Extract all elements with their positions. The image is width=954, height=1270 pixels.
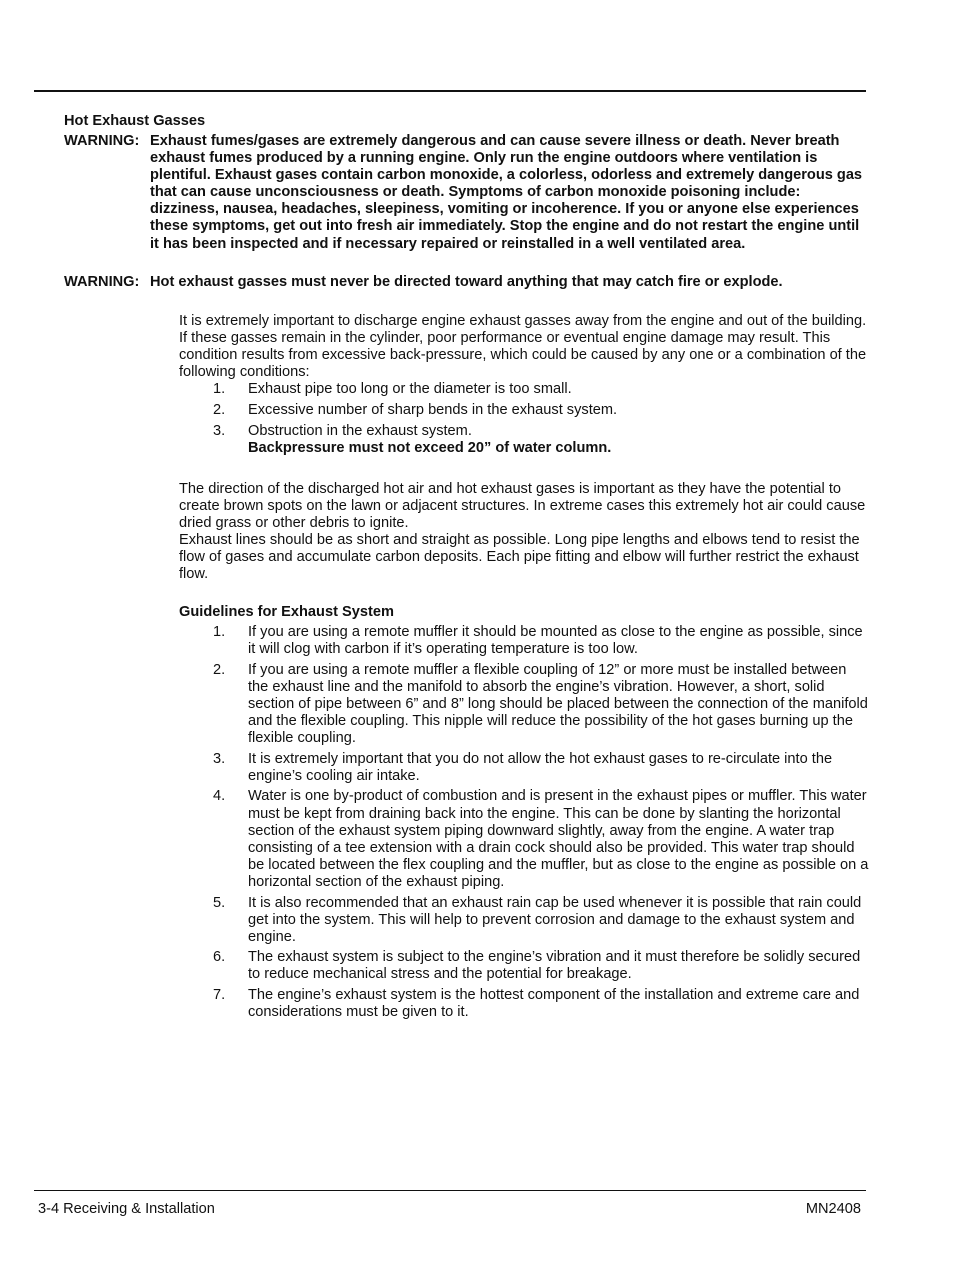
list-text: It is also recommended that an exhaust rain cap be used whenever it is possible that rain could get into the system. This will help to prevent corrosion and damage to the exhaust system and engine. (248, 894, 862, 945)
section-heading: Hot Exhaust Gasses (64, 113, 206, 129)
guidelines-section (179, 604, 869, 1025)
list-text: It is extremely important that you do not allow the hot exhaust gases to re-circulate into the engine’s cooling air intake. (248, 750, 833, 784)
list-item (179, 987, 869, 1021)
list-item (179, 624, 869, 658)
warning-label: WARNING: (64, 133, 140, 149)
list-item (179, 751, 869, 785)
list-text-group (248, 423, 869, 457)
list-text: Obstruction in the exhaust system. (248, 422, 472, 439)
list-text: Excessive number of sharp bends in the exhaust system. (248, 401, 618, 418)
list-item (179, 662, 869, 747)
conditions-list (179, 381, 869, 456)
warning-text: Exhaust fumes/gases are extremely dangerous and can cause severe illness or death. Never breath exhaust fumes produced by a running engine. Only run the engine outdoors where ventilation is plentiful. Exhaust gases contain carbon monoxide, a colorless, odorless and extremely dangerous gas that can cause unconsciousness or death. Symptoms of carbon monoxide poisoning include: dizziness, nausea, headaches, sleepiness, vomiting or incoherence. If you or anyone else experiences these symptoms, get out into fresh air immediately. Stop the engine and do not restart the engine until it has been inspected and if necessary repaired or reinstalled in a well ventilated area. (150, 133, 863, 252)
list-text: Water is one by-product of combustion and is present in the exhaust pipes or muffler. This water must be kept from draining back into the engine. This can be done by slanting the horizontal section of the exhaust system piping downward slightly, away from the engine. A water trap consisting of a tee extension with a drain cock should also be provided. This water trap should be located between the flex coupling and the muffler, but as close to the engine as possible on a horizontal section of the exhaust piping. (248, 788, 869, 890)
guidelines-list (179, 624, 869, 1021)
list-item (179, 381, 869, 398)
list-text: The exhaust system is subject to the engine’s vibration and it must therefore be solidly secured to reduce mechanical stress and the potential for breakage. (248, 949, 861, 983)
list-number: 5. (213, 894, 226, 911)
guidelines-title: Guidelines for Exhaust System (179, 604, 394, 620)
list-number: 3. (213, 750, 226, 767)
list-number: 4. (213, 788, 226, 805)
list-number: 2. (213, 661, 226, 678)
list-item (179, 402, 869, 419)
list-item (179, 949, 869, 983)
warning-text: Hot exhaust gasses must never be directed toward anything that may catch fire or explode. (150, 274, 783, 290)
list-number: 3. (213, 422, 226, 439)
direction-section (179, 481, 869, 584)
footer-section-label: 3-4 Receiving & Installation (38, 1201, 215, 1217)
list-text: The engine’s exhaust system is the hottest component of the installation and extreme care and considerations must be given to it. (248, 986, 860, 1021)
exhaust-lines-paragraph: Exhaust lines should be as short and straight as possible. Long pipe lengths and elbows tend to resist the flow of gases and accumulate carbon deposits. Each pipe fitting and elbow will further restrict the exhaust flow. (179, 532, 860, 583)
list-number: 2. (213, 401, 226, 418)
list-item (179, 788, 869, 891)
list-number: 1. (213, 381, 226, 398)
list-number: 6. (213, 949, 226, 966)
footer-doc-number: MN2408 (805, 1201, 861, 1217)
list-number: 7. (213, 986, 226, 1003)
list-item (179, 895, 869, 946)
list-text: If you are using a remote muffler a flexible coupling of 12” or more must be installed between the exhaust line and the manifold to absorb the engine’s vibration. However, a short, solid section of pipe between 6” and 8” long should be placed between the connection of the manifold and the flexible coupling. This nipple will reduce the possibility of the hot gases burning up the flexible coupling. (248, 661, 868, 747)
list-number: 1. (213, 624, 226, 641)
direction-paragraph: The direction of the discharged hot air and hot exhaust gases is important as they have the potential to create brown spots on the lawn or adjacent structures. In extreme cases this extremely hot air could cause dried grass or other debris to ignite. (179, 481, 866, 532)
list-text: Exhaust pipe too long or the diameter is too small. (248, 381, 572, 398)
footer-rule (34, 1190, 866, 1191)
warning-label: WARNING: (64, 274, 140, 290)
backpressure-note: Backpressure must not exceed 20” of water column. (248, 439, 612, 456)
list-text: If you are using a remote muffler it should be mounted as close to the engine as possible, since it will clog with carbon if it’s operating temperature is too low. (248, 624, 863, 658)
backpressure-section (179, 313, 869, 460)
warning-hot-gasses (64, 274, 864, 291)
warning-exhaust-fumes (64, 133, 864, 253)
header-rule (34, 90, 866, 92)
list-item (179, 423, 869, 457)
intro-paragraph: It is extremely important to discharge engine exhaust gasses away from the engine and out of the building. If these gasses remain in the cylinder, poor performance or eventual engine damage may result. This condition results from excessive back-pressure, which could be caused by any one or a combination of the following conditions: (179, 313, 867, 381)
